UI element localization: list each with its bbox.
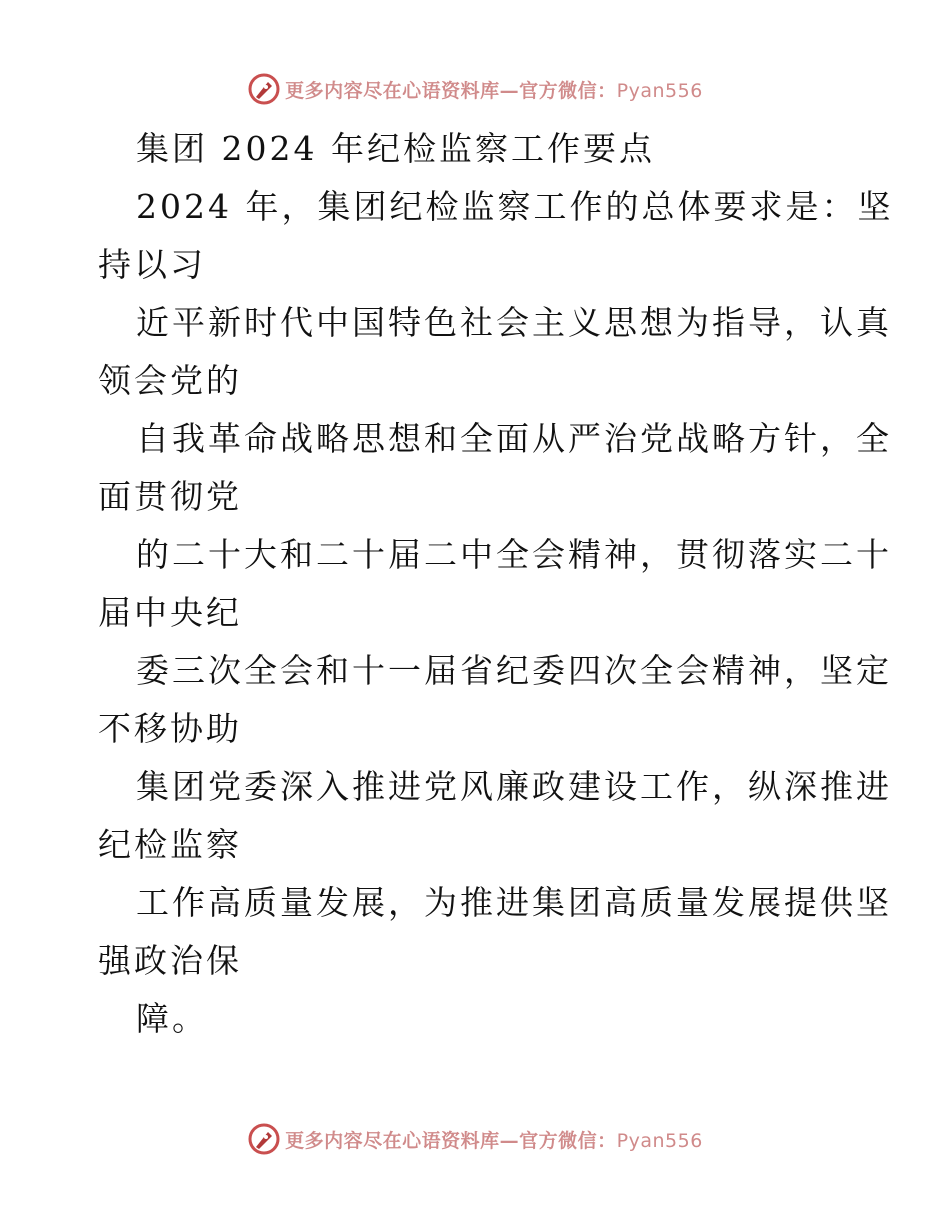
paragraph-line: 工作高质量发展，为推进集团高质量发展提供坚 — [136, 883, 892, 922]
paragraph-line: 委三次全会和十一届省纪委四次全会精神，坚定 — [136, 651, 892, 690]
paragraph-line: 持以习 — [98, 245, 206, 284]
paragraph-line: 集团党委深入推进党风廉政建设工作，纵深推进 — [136, 767, 892, 806]
document-title: 集团 2024 年纪检监察工作要点 — [136, 129, 655, 168]
header-watermark — [0, 72, 950, 106]
pen-nib-circle-icon — [247, 1122, 281, 1156]
paragraph-line: 纪检监察 — [98, 825, 242, 864]
paragraph-line: 届中央纪 — [98, 593, 242, 632]
paragraph-line: 自我革命战略思想和全面从严治党战略方针，全 — [136, 419, 892, 458]
watermark-text: 更多内容尽在心语资料库—官方微信：Pyan556 — [285, 79, 703, 102]
document-body — [98, 120, 894, 1048]
paragraph-line: 障。 — [136, 999, 208, 1038]
footer-watermark — [0, 1122, 950, 1156]
paragraph-line: 强政治保 — [98, 941, 242, 980]
paragraph-line: 面贯彻党 — [98, 477, 242, 516]
paragraph-line: 近平新时代中国特色社会主义思想为指导，认真 — [136, 303, 892, 342]
paragraph-line: 不移协助 — [98, 709, 242, 748]
paragraph-line: 的二十大和二十届二中全会精神，贯彻落实二十 — [136, 535, 892, 574]
paragraph-line: 领会党的 — [98, 361, 242, 400]
pen-nib-circle-icon — [247, 72, 281, 106]
paragraph-line: 2024 年，集团纪检监察工作的总体要求是：坚 — [136, 187, 894, 226]
watermark-text: 更多内容尽在心语资料库—官方微信：Pyan556 — [285, 1129, 703, 1152]
